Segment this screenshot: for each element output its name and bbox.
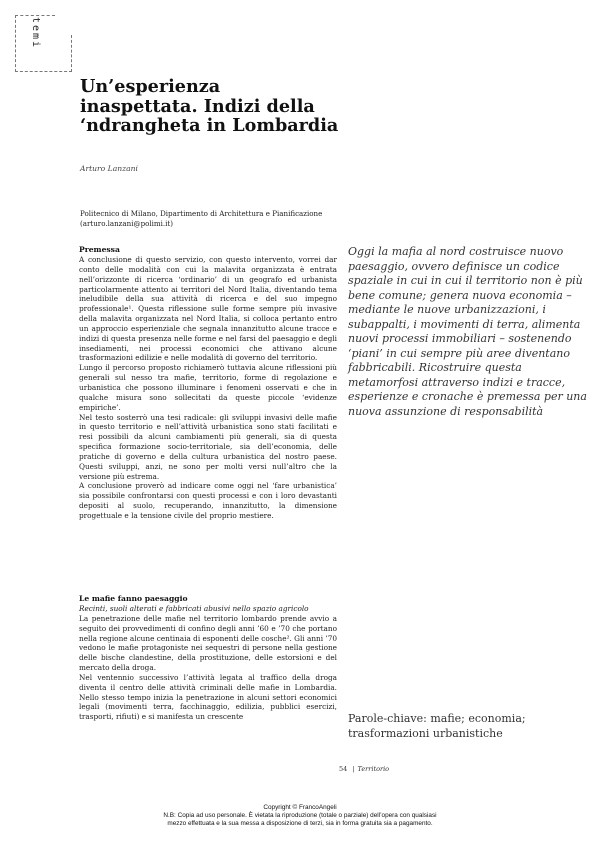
magazine-name: Territorio [357, 765, 390, 773]
section-badge [15, 15, 72, 72]
section-heading: Premessa [79, 245, 120, 254]
body-paragraph: A conclusione di questo servizio, con questo intervento, vorrei dar conto delle modalità con cui la malavita organizzata è entrata nell’orizzonte di ricerca ‘ordinario’ di un geografo ed urbanista particolarmente attento ai territori del Nord Italia, diventando tema ineludibile della sua attività di ricerca e del suo impegno professionale¹. Questa riflessione sulle forme sempre più invasive della malavita organizzata nel Nord Italia, si colloca pertanto entro un approccio esperienziale che segnala innanzitutto alcune tracce e indizi di questa presenza nelle forme e nel farsi del paesaggio e degli insediamenti, nei processi economici che attivano alcune trasformazioni edilizie e nelle modalità di governo del territorio. [79, 255, 337, 363]
page-number: 54 [339, 765, 348, 773]
body-paragraph: Nel testo sosterrò una tesi radicale: gli sviluppi invasivi delle mafie in questo territorio e nell’attività urbanistica sono stati facilitati e resi possibili da alcuni cambiamenti più generali, sia di questa specifica formazione socio-territoriale, sia dell’economia, delle pratiche di governo e della cultura urbanistica del nostro paese. Questi sviluppi, anzi, ne sono per molti versi null’altro che la versione più estrema. [79, 412, 337, 481]
section-badge-label: temi [30, 17, 41, 50]
copyright-line: Copyright © FrancoAngeli [263, 804, 337, 811]
body-paragraph: A conclusione proverò ad indicare come oggi nel ‘fare urbanistica’ sia possibile confrontarsi con questi processi e con i loro devastanti depositi al suolo, recuperando, innanzitutto, la dimensione progettuale e la tensione civile del proprio mestiere. [79, 481, 337, 520]
copyright-notice [0, 804, 600, 828]
abstract-pullquote: Oggi la mafia al nord costruisce nuovo paesaggio, ovvero definisce un codice spaziale in cui in cui il territorio non è più bene comune; genera nuova economia – mediante le nuove urbanizzazioni, i subappalti, i movimenti di terra, alimenta nuovi processi immobiliari – sostenendo ‘piani’ in cui sempre più aree diventano fabbricabili. Ricostruire questa metamorfosi attraverso indizi e tracce, esperienze e cronache è premessa per una nuova assunzione di responsabilità [348, 245, 587, 418]
body-paragraph: Nel ventennio successivo l’attività legata al traffico della droga diventa il centro delle attività criminali delle mafie in Lombardia. Nello stesso tempo inizia la penetrazione in alcuni settori economici legali (movimenti terra, facchinaggio, edilizia, pubblici esercizi, trasporti, rifiuti) e si manifesta un crescente [79, 672, 337, 722]
keywords: Parole-chiave: mafie; economia; trasformazioni urbanistiche [348, 712, 526, 740]
page-footer [339, 765, 389, 773]
section-heading: Le mafie fanno paesaggio [79, 594, 188, 603]
section-mafie-paesaggio [79, 594, 337, 722]
affiliation-email: (arturo.lanzani@polimi.it) [80, 218, 174, 228]
copyright-line: N.B: Copia ad uso personale. È vietata la riproduzione (totale o parziale) dell’opera con qualsiasi [163, 812, 437, 819]
copyright-line: mezzo effettuata e la sua messa a disposizione di terzi, sia in forma gratuita sia a pagamento. [167, 820, 433, 827]
section-subheading: Recinti, suoli alterati e fabbricati abusivi nello spazio agricolo [79, 604, 309, 613]
footer-separator: | [352, 765, 355, 773]
article-author: Arturo Lanzani [80, 164, 138, 173]
affiliation-institution: Politecnico di Milano, Dipartimento di Architettura e Pianificazione [80, 209, 323, 218]
body-paragraph: Lungo il percorso proposto richiamerò tuttavia alcune riflessioni più generali sul nesso tra mafie, territorio, forme di regolazione e urbanistica che possono illuminare i fenomeni osservati e che in qualche misura sono sollecitati da queste piccole ‘evidenze empiriche’. [79, 363, 337, 412]
body-paragraph: La penetrazione delle mafie nel territorio lombardo prende avvio a seguito dei provvedimenti di confino degli anni ’60 e ’70 che portano nella regione alcune centinaia di esponenti delle cosche². Gli anni ’70 vedono le mafie protagoniste nei sequestri di persone nella gestione delle bische clandestine, della prostituzione, delle estorsioni e del mercato della droga. [79, 613, 337, 673]
author-affiliation [80, 209, 350, 228]
section-premessa [79, 245, 337, 521]
article-title: Un’esperienza inaspettata. Indizi della ‘ndrangheta in Lombardia [80, 76, 339, 136]
